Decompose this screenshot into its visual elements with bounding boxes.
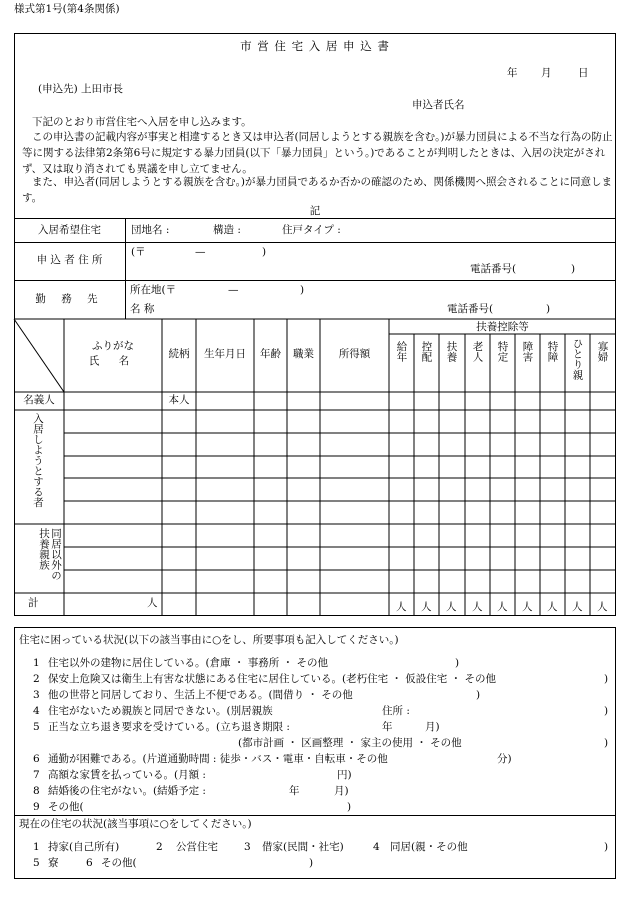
housing-unit-type: 住戸タイプ : (282, 224, 341, 236)
work-label: 勤 務 先 (35, 293, 104, 305)
form-title: 市 営 住 宅 入 居 申 込 書 (240, 39, 390, 53)
row-total-unit: 人 (147, 597, 158, 609)
situation-item-6: 通勤が困難である。(片道通勤時間 : 徒歩・バス・電車・自転車・その他 (48, 753, 388, 765)
situation-heading: 住宅に困っている状況(以下の該当事由に○をし、所要事項も記入してください。) (19, 634, 399, 646)
total-unit-shogai: 人 (522, 601, 533, 613)
applicant-name-label: 申込者氏名 (412, 99, 465, 111)
date-month: 月 (541, 67, 552, 79)
situation-item-6-num: 6 (33, 753, 40, 765)
housing-label: 入居希望住宅 (38, 224, 101, 236)
ki-label: 記 (309, 205, 321, 217)
situation-item-7-num: 7 (33, 769, 40, 781)
form-label: 様式第1号(第4条関係) (14, 3, 120, 15)
work-dash: — (228, 284, 239, 296)
current-housing-4: 同居(親・その他 (390, 841, 468, 853)
header-furigana: ふりがな (92, 340, 134, 352)
situation-item-9: その他( (48, 801, 84, 813)
situation-item-4: 住宅がないため親族と同居できない。(別居親族 (48, 705, 273, 717)
situation-item-8: 結婚後の住宅がない。(結婚予定 : (48, 785, 206, 797)
current-housing-6: その他( (101, 857, 137, 869)
header-deduction-hitorioya: ひとり親 (571, 338, 584, 380)
situation-item-5-month: 月) (425, 721, 440, 733)
current-housing-1-num: 1 (33, 841, 40, 853)
current-housing-2: 公営住宅 (176, 841, 218, 853)
header-birthdate: 生年月日 (204, 348, 246, 360)
situation-item-1-end: ) (455, 657, 460, 669)
total-unit-tokutei: 人 (497, 601, 508, 613)
situation-item-5: 正当な立ち退き要求を受けている。(立ち退き期限 : (48, 721, 290, 733)
situation-item-6-end: 分) (497, 753, 512, 765)
situation-item-2-num: 2 (33, 673, 40, 685)
current-housing-5: 寮 (48, 857, 59, 869)
situation-item-8-end: 月) (334, 785, 349, 797)
header-deduction-rojin: 老人 (471, 341, 484, 362)
header-age: 年齢 (260, 348, 281, 360)
situation-item-2: 保安上危険又は衛生上有害な状態にある住宅に居住している。(老朽住宅 ・ 仮設住宅 ・ その他 (48, 673, 496, 685)
total-unit-kohai: 人 (421, 601, 432, 613)
header-deduction-kohai: 控配 (420, 341, 433, 362)
intro-line-1: 下記のとおり市営住宅へ入居を申し込みます。 (32, 116, 252, 128)
total-unit-kafu: 人 (597, 601, 608, 613)
row-holder: 名義人 (23, 394, 55, 406)
header-deduction-fuyo: 扶養 (445, 341, 458, 362)
address-phone-label: 電話番号( (470, 263, 517, 275)
divider (14, 815, 616, 816)
row-moving-in: 入居しようとする者 (32, 413, 45, 508)
situation-item-3-num: 3 (33, 689, 40, 701)
addressee: (申込先) 上田市長 (38, 83, 124, 95)
situation-item-7: 高額な家賃を払っている。(月額 : (48, 769, 206, 781)
header-occupation: 職業 (293, 348, 314, 360)
housing-complex: 団地名 : (131, 224, 170, 236)
situation-item-9-end: ) (347, 801, 352, 813)
address-postal: (〒 (131, 246, 146, 258)
current-housing-2-num: 2 (156, 841, 163, 853)
header-deduction-tokusho: 特障 (546, 341, 559, 362)
current-housing-4-num: 4 (373, 841, 380, 853)
header-deduction-kafu: 寡婦 (596, 341, 609, 362)
current-housing-3: 借家(民間・社宅) (262, 841, 344, 853)
work-name: 名 称 (130, 303, 155, 315)
work-close: ) (300, 284, 305, 296)
row-total: 計 (28, 597, 39, 609)
total-unit-kyunen: 人 (396, 601, 407, 613)
situation-item-3: 他の世帯と同居しており、生活上不便である。(間借り ・ その他 (48, 689, 353, 701)
situation-item-4-address: 住所 : (382, 705, 410, 717)
housing-structure: 構造 : (213, 224, 241, 236)
situation-item-9-num: 9 (33, 801, 40, 813)
situation-item-8-num: 8 (33, 785, 40, 797)
work-location: 所在地(〒 (130, 284, 177, 296)
address-close: ) (262, 246, 267, 258)
intro-line-2: この申込書の記載内容が事実と相違するとき又は申込者(同居しようとする親族を含む。)が暴力団員による不当な行為の防止等に関する法律第2条第6号に規定する暴力団員(以下「暴力団員」という。)であることが判明したときは、入居の決定がされず、又は取り消されても異議を申し立てません。 (22, 131, 613, 175)
situation-item-4-end: ) (604, 705, 609, 717)
intro-line-3: また、申込者(同居しようとする親族を含む。)が暴力団員であるか否かの確認のため、関係機関へ照会されることに同意します。 (22, 176, 613, 204)
header-deduction-tokutei: 特定 (496, 341, 509, 362)
header-deduction-group: 扶養控除等 (476, 321, 529, 333)
current-housing-heading: 現在の住宅の状況(該当事項に○をしてください。) (19, 818, 252, 830)
current-housing-line2-end: ) (309, 857, 314, 869)
total-unit-fuyo: 人 (446, 601, 457, 613)
work-phone-label: 電話番号( (447, 303, 494, 315)
situation-item-3-end: ) (476, 689, 481, 701)
current-housing-line1-end: ) (604, 841, 609, 853)
row-holder-relation: 本人 (168, 394, 190, 406)
current-housing-5-num: 5 (33, 857, 40, 869)
situation-item-8-year: 年 (289, 785, 300, 797)
header-relation: 続柄 (168, 348, 190, 360)
situation-item-5-num: 5 (33, 721, 40, 733)
address-dash: — (195, 246, 206, 258)
total-unit-rojin: 人 (472, 601, 483, 613)
row-dependents-outside: 同居以外の扶養親族 (38, 528, 62, 581)
current-housing-6-num: 6 (86, 857, 93, 869)
total-unit-tokusho: 人 (547, 601, 558, 613)
total-unit-hitorioya: 人 (572, 601, 583, 613)
situation-item-5b-end: ) (604, 737, 609, 749)
situation-item-5-year: 年 (382, 721, 393, 733)
situation-item-4-num: 4 (33, 705, 40, 717)
situation-item-1: 住宅以外の建物に居住している。(倉庫 ・ 事務所 ・ その他 (48, 657, 328, 669)
situation-item-7-end: 円) (337, 769, 352, 781)
header-deduction-kyunen: 給年 (395, 341, 408, 362)
header-name: 氏 名 (88, 355, 138, 367)
current-housing-3-num: 3 (244, 841, 251, 853)
situation-item-5b: (都市計画 ・ 区画整理 ・ 家主の使用 ・ その他 (238, 737, 462, 749)
header-deduction-shogai: 障害 (521, 341, 534, 362)
date-year: 年 (507, 67, 518, 79)
current-housing-1: 持家(自己所有) (48, 841, 120, 853)
situation-item-1-num: 1 (33, 657, 40, 669)
date-day: 日 (578, 67, 589, 79)
situation-item-2-end: ) (604, 673, 609, 685)
header-income: 所得額 (338, 348, 371, 360)
address-label: 申 込 者 住 所 (36, 254, 103, 266)
address-phone-close: ) (571, 263, 576, 275)
work-phone-close: ) (546, 303, 551, 315)
